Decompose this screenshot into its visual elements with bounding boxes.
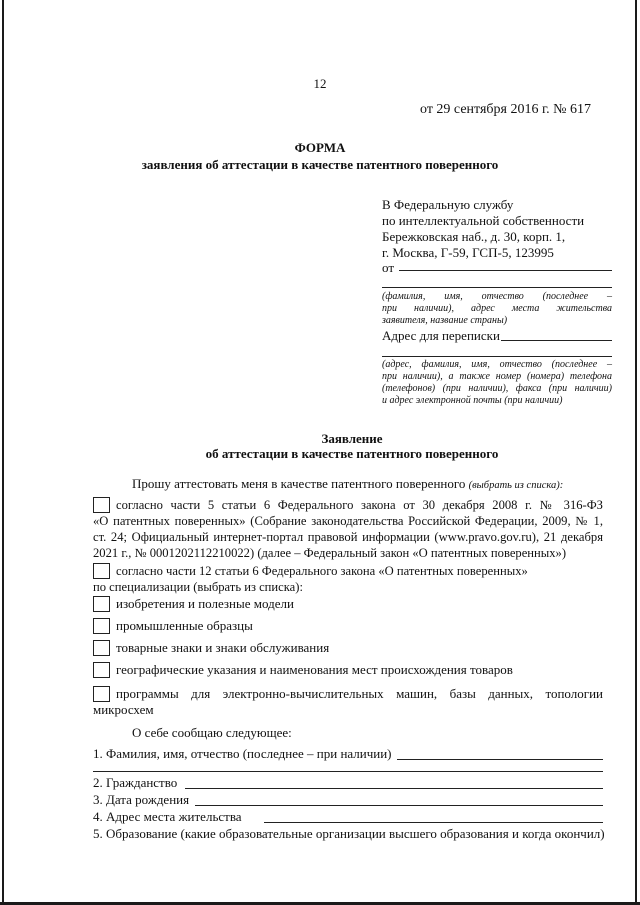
spec-software-label: программы для электронно-вычислительных машин, базы данных, топологии [116,686,603,701]
form-title: ФОРМА [294,140,346,155]
spec-software-checkbox[interactable] [93,686,110,702]
field-name-line-2[interactable] [93,771,603,772]
from-hint-2: при наличии), адрес места жительства [382,303,612,314]
spec-trademarks-checkbox[interactable] [93,640,110,656]
correspondence-field-line-2[interactable] [382,356,612,357]
spec-inventions-label: изобретения и полезные модели [116,596,294,611]
spec-geographical-checkbox[interactable] [93,662,110,678]
from-field-line[interactable] [399,270,612,271]
from-hint-3: заявителя, название страны) [382,315,508,326]
spec-software-label-2: микросхем [93,702,154,717]
statement-title: Заявление [321,431,383,446]
page-number: 12 [313,76,327,91]
option1-line-2: «О патентных поверенных» (Собрание законодательства Российской Федерации, 2009, № 1, [93,514,603,528]
field-citizenship-label: 2. Гражданство [93,775,178,790]
field-name-label: 1. Фамилия, имя, отчество (последнее – при наличии) [93,746,392,761]
field-residence-label: 4. Адрес места жительства [93,809,242,824]
addressee-line-4: г. Москва, Г-59, ГСП-5, 123995 [382,245,554,260]
correspondence-hint-4: и адрес электронной почты (при наличии) [382,395,563,406]
addressee-line-3: Бережковская наб., д. 30, корп. 1, [382,229,566,244]
field-citizenship-line[interactable] [185,788,603,789]
option1-line-3: ст. 24; Официальный интернет-портал правовой информации (www.pravo.gov.ru), 21 декабря [93,530,603,544]
field-birthdate-line[interactable] [195,805,603,806]
option2-line-1: согласно части 12 статьи 6 Федерального закона «О патентных поверенных» [116,564,528,578]
spec-trademarks-label: товарные знаки и знаки обслуживания [116,640,330,655]
spec-industrial-designs-checkbox[interactable] [93,618,110,634]
option1-line-4: 2021 г., № 0001202112210022) (далее – Федеральный закон «О патентных поверенных») [93,546,567,560]
from-field-line-2[interactable] [382,287,612,288]
request-text: Прошу аттестовать меня в качестве патентного поверенного [132,476,466,491]
addressee-line-2: по интеллектуальной собственности [382,213,585,228]
correspondence-hint-1: (адрес, фамилия, имя, отчество (последнее – [382,359,612,370]
option2-checkbox[interactable] [93,563,110,579]
statement-subtitle: об аттестации в качестве патентного поверенного [205,446,499,461]
field-residence-line[interactable] [264,822,603,823]
spec-geographical-label: географические указания и наименования мест происхождения товаров [116,662,513,677]
option2-line-2: по специализации (выбрать из списка): [93,580,303,594]
option1-checkbox[interactable] [93,497,110,513]
form-subtitle: заявления об аттестации в качестве патентного поверенного [141,157,499,172]
decree-reference: от 29 сентября 2016 г. № 617 [420,102,591,117]
field-birthdate-label: 3. Дата рождения [93,792,190,807]
field-name-line[interactable] [397,759,603,760]
option1-line-1: согласно части 5 статьи 6 Федерального закона от 30 декабря 2008 г. № 316-ФЗ [116,498,603,512]
spec-inventions-checkbox[interactable] [93,596,110,612]
correspondence-hint-2: при наличии), а также номер (номера) телефона [382,371,612,382]
about-me-heading: О себе сообщаю следующее: [132,725,292,740]
from-label: от [382,260,395,275]
from-hint-1: (фамилия, имя, отчество (последнее – [382,291,612,302]
request-hint: (выбрать из списка): [468,480,564,491]
request-line [132,476,563,494]
field-education-label: 5. Образование (какие образовательные организации высшего образования и когда окончил) [93,826,605,841]
correspondence-label: Адрес для переписки [382,328,500,343]
correspondence-hint-3: (телефонов) (при наличии), факса (при наличии) [382,383,612,394]
spec-industrial-designs-label: промышленные образцы [116,618,253,633]
addressee-line-1: В Федеральную службу [382,197,514,212]
correspondence-field-line[interactable] [501,340,612,341]
